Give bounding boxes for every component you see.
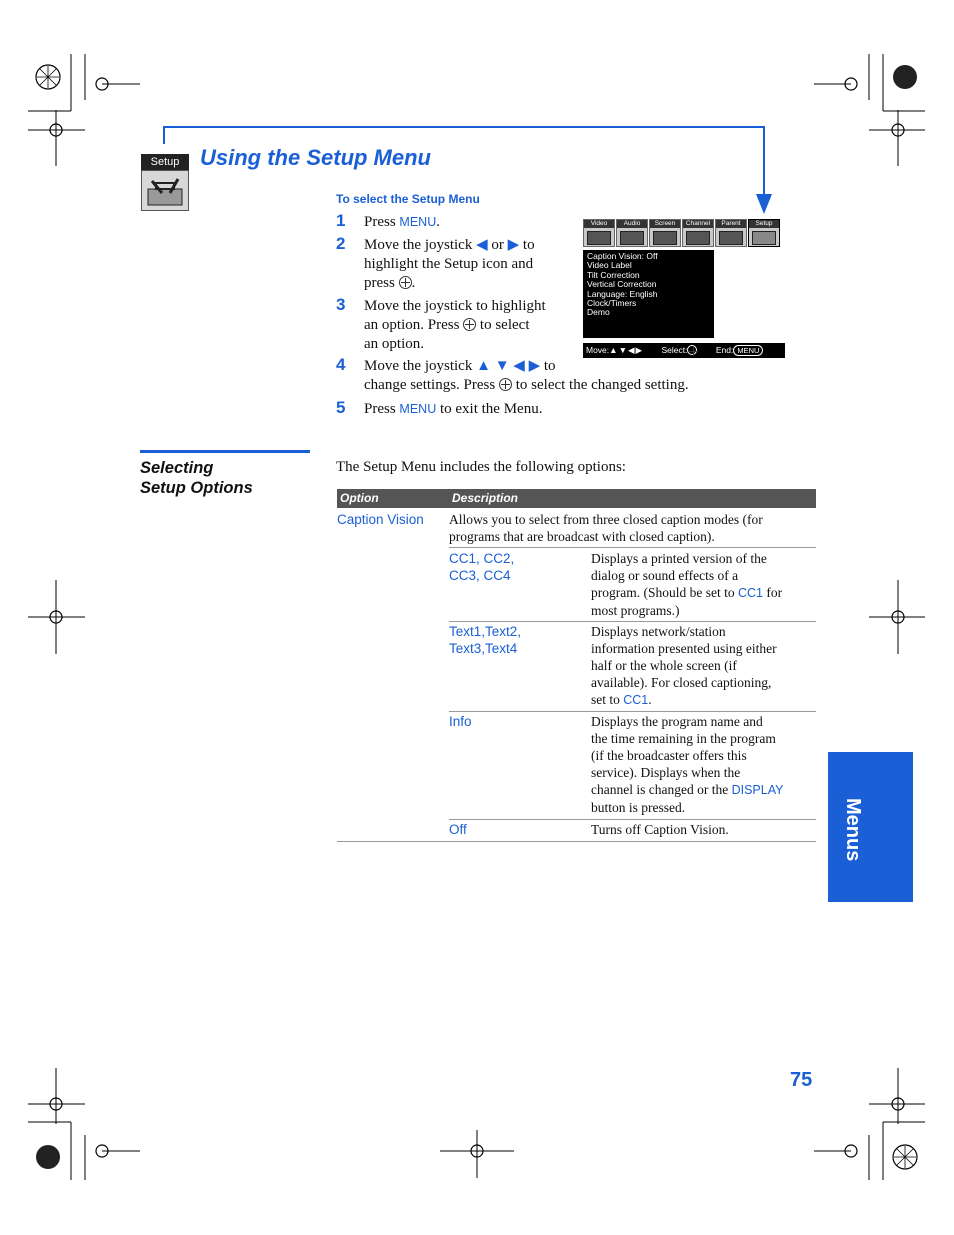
header-bracket-top: [163, 126, 765, 128]
arrow-left-icon: ◀: [513, 358, 525, 374]
parent-icon: [719, 231, 743, 245]
step-text: Move the joystick ◀ or ▶ to highlight the Setup icon and press .: [364, 237, 535, 291]
section-rule: [140, 450, 310, 453]
setup-tab-label: Setup: [141, 154, 189, 170]
arrow-down-icon: ▼: [494, 358, 510, 374]
menu-key: MENU: [399, 215, 437, 229]
osd-tab-setup: Setup: [748, 219, 780, 247]
video-icon: [587, 231, 611, 245]
section-intro: The Setup Menu includes the following options:: [336, 459, 626, 475]
table-bottom-rule: [337, 841, 816, 842]
step-text: Move the joystick to highlight an option. Press to select an option.: [364, 298, 546, 352]
section-heading: Selecting Setup Options: [140, 459, 253, 497]
osd-tab-audio: Audio: [616, 219, 648, 247]
side-tab-label: Menus: [842, 798, 864, 862]
header-bracket-left: [163, 126, 165, 144]
osd-tab-video: Video: [583, 219, 615, 247]
row-divider: [449, 711, 816, 712]
osd-menu-item: Video Label: [587, 260, 632, 271]
menu-key: MENU: [399, 402, 437, 416]
arrow-up-icon: ▲: [476, 358, 491, 374]
toolbox-icon: [752, 231, 776, 245]
joystick-press-icon: [499, 378, 512, 391]
osd-tab-parent: Parent: [715, 219, 747, 247]
table-header: [337, 489, 816, 508]
step-number: 5: [336, 398, 346, 417]
osd-menu-item: Clock/Timers: [587, 298, 637, 309]
setup-menu-screenshot: [583, 219, 785, 359]
option-off: Off: [449, 822, 467, 837]
text-description: Displays network/station information presented using either half or the whole screen (if available). For closed captioning, set to CC1.: [591, 624, 777, 707]
osd-tab-bar: [583, 219, 783, 247]
step-number: 3: [336, 295, 346, 314]
audio-icon: [620, 231, 644, 245]
osd-tab-channel: Channel: [682, 219, 714, 247]
step-number: 1: [336, 211, 346, 230]
step-text: Press MENU.: [364, 214, 440, 230]
joystick-press-icon: [687, 345, 697, 355]
screen-icon: [653, 231, 677, 245]
joystick-press-icon: [463, 318, 476, 331]
header-bracket-right: [763, 126, 765, 196]
osd-menu-list: [583, 250, 714, 338]
channel-icon: [686, 231, 710, 245]
osd-help-bar: Move:▲▼◀▶ Select: End: MENU: [583, 343, 785, 358]
page-title: Using the Setup Menu: [200, 145, 431, 170]
off-description: Turns off Caption Vision.: [591, 822, 729, 837]
row-divider: [449, 819, 816, 820]
caption-vision-description: Allows you to select from three closed caption modes (for programs that are broadcast with closed caption).: [449, 512, 763, 544]
option-caption-vision: Caption Vision: [337, 512, 424, 527]
row-divider: [449, 547, 816, 548]
page-number: 75: [790, 1069, 813, 1091]
procedure-heading: To select the Setup Menu: [336, 192, 480, 206]
joystick-press-icon: [399, 276, 412, 289]
osd-tab-screen: Screen: [649, 219, 681, 247]
arrow-right-icon: ▶: [528, 358, 541, 374]
osd-menu-item: Tilt Correction: [587, 269, 640, 280]
row-divider: [449, 621, 816, 622]
menu-key: MENU: [733, 345, 763, 356]
osd-menu-item: Vertical Correction: [587, 279, 657, 290]
osd-menu-item: Caption Vision: Off: [587, 251, 658, 261]
step-text: Press MENU to exit the Menu.: [364, 401, 543, 417]
osd-menu-item: Language: English: [587, 288, 658, 299]
step-number: 4: [336, 355, 346, 374]
option-cc: CC1, CC2, CC3, CC4: [449, 551, 515, 583]
arrow-right-icon: ▶: [507, 237, 520, 253]
arrow-down-icon: [756, 194, 772, 214]
column-header-option: Option: [340, 491, 379, 505]
info-description: Displays the program name and the time remaining in the program (if the broadcaster offers this service). Displays when the channel is changed or the DISPLAY button is pressed.: [591, 714, 784, 815]
option-text: Text1,Text2, Text3,Text4: [449, 624, 522, 656]
step-text: Move the joystick ▲ ▼ ◀ ▶ to change settings. Press to select the changed setting.: [364, 358, 689, 393]
toolbox-icon: [141, 170, 189, 211]
option-info: Info: [449, 714, 472, 729]
cc-description: Displays a printed version of the dialog or sound effects of a program. (Should be set to CC1 for most programs.): [591, 551, 783, 618]
column-header-description: Description: [452, 491, 519, 505]
arrow-keys-icon: ▲▼◀▶: [609, 345, 644, 355]
step-number: 2: [336, 234, 346, 253]
osd-menu-item: Demo: [587, 307, 610, 318]
arrow-left-icon: ◀: [476, 237, 488, 253]
